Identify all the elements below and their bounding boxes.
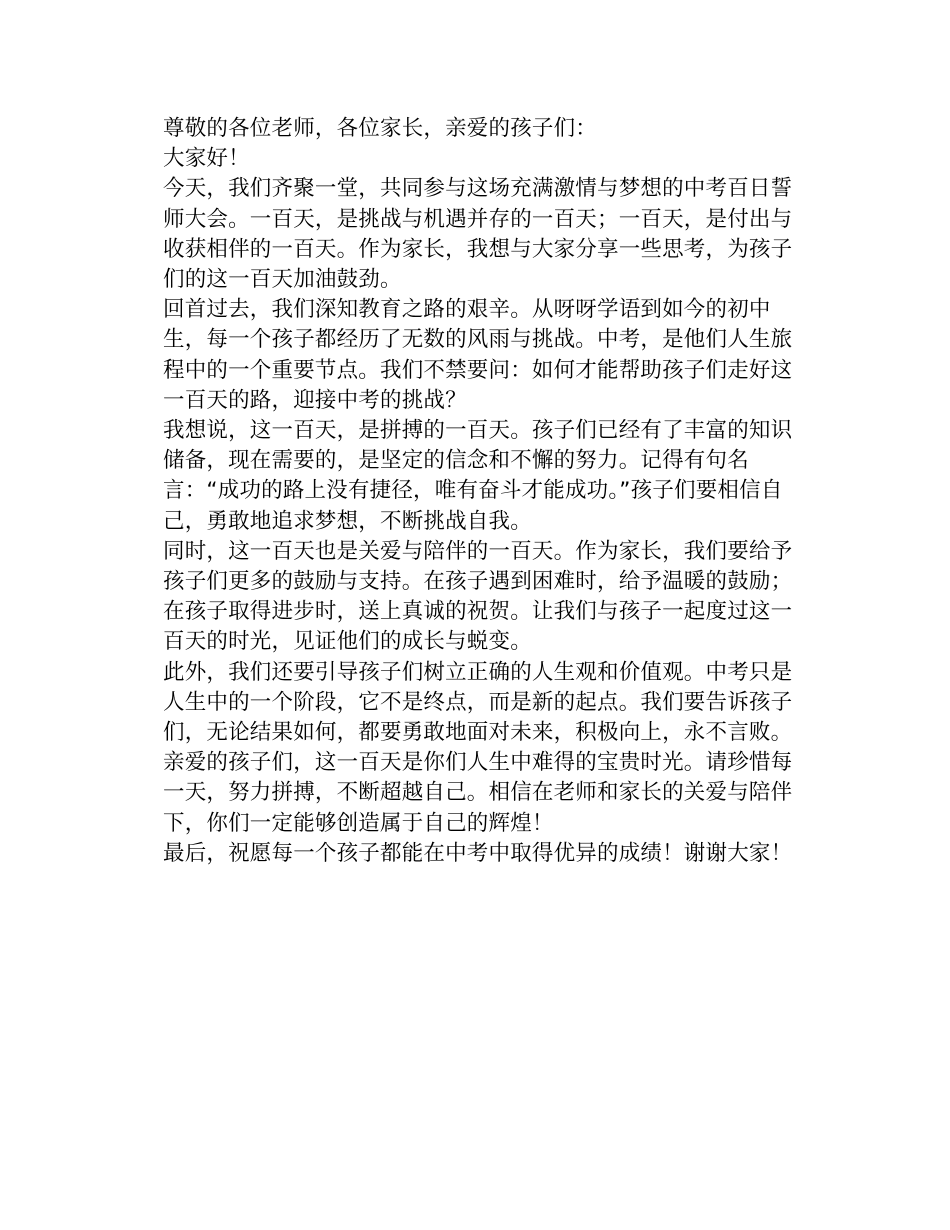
greeting-paragraph: 尊敬的各位老师，各位家长，亲爱的孩子们：: [163, 116, 598, 141]
body-paragraph: 我想说，这一百天，是拼搏的一百天。孩子们已经有了丰富的知识储备，现在需要的，是坚定的信念和不懈的努力。记得有句名言：“成功的路上没有捷径，唯有奋斗才能成功。”孩子们要相信自己，勇敢地追求梦想，不断挑战自我。: [163, 418, 793, 534]
closing-paragraph: 最后，祝愿每一个孩子都能在中考中取得优异的成绩！谢谢大家！: [163, 840, 793, 866]
body-paragraph: 今天，我们齐聚一堂，共同参与这场充满激情与梦想的中考百日誓师大会。一百天，是挑战与机遇并存的一百天；一百天，是付出与收获相伴的一百天。作为家长，我想与大家分享一些思考，为孩子们的这一百天加油鼓劲。: [163, 176, 793, 293]
body-paragraph: 同时，这一百天也是关爱与陪伴的一百天。作为家长，我们要给予孩子们更多的鼓励与支持。在孩子遇到困难时，给予温暖的鼓励；在孩子取得进步时，送上真诚的祝贺。让我们与孩子一起度过这一百天的时光，见证他们的成长与蜕变。: [163, 538, 793, 655]
body-paragraph: 亲爱的孩子们，这一百天是你们人生中难得的宝贵时光。请珍惜每一天，努力拼搏，不断超越自己。相信在老师和家长的关爱与陪伴下，你们一定能够创造属于自己的辉煌！: [163, 750, 793, 836]
speech-text: [163, 114, 803, 869]
body-paragraph: 回首过去，我们深知教育之路的艰辛。从呀呀学语到如今的初中生，每一个孩子都经历了无数的风雨与挑战。中考，是他们人生旅程中的一个重要节点。我们不禁要问：如何才能帮助孩子们走好这一百天的路，迎接中考的挑战？: [163, 297, 793, 413]
hello-paragraph: 大家好！: [163, 146, 250, 172]
body-paragraph: 此外，我们还要引导孩子们树立正确的人生观和价值观。中考只是人生中的一个阶段，它不是终点，而是新的起点。我们要告诉孩子们，无论结果如何，都要勇敢地面对未来，积极向上，永不言败。: [163, 659, 793, 746]
